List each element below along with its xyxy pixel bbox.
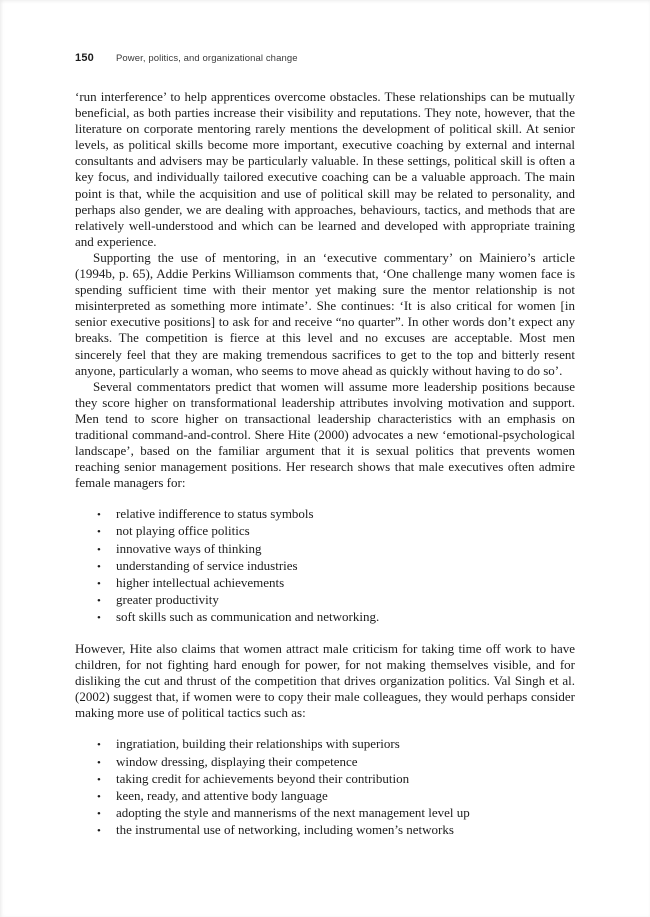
bullet-icon: • [97,577,101,590]
bullet-icon: • [97,790,101,803]
list-item-text: soft skills such as communication and networking. [116,608,380,624]
bullet-icon: • [97,611,101,624]
bullet-icon: • [97,756,101,769]
bullet-icon: • [97,509,101,522]
list-item [97,506,575,523]
list-item [97,558,575,575]
list-item-text: understanding of service industries [116,557,298,573]
list-item [97,736,575,753]
list-item-text: ingratiation, building their relationships with superiors [116,736,400,752]
running-title: Power, politics, and organizational change [115,53,298,64]
list-item [97,523,575,540]
paragraph-2: Supporting the use of mentoring, in an ‘executive commentary’ on Mainiero’s article (1994b, p. 65), Addie Perkins Williamson comments that, ‘One challenge many women face is spending sufficient time with their mentor yet making sure the mentor relationship is not misinterpreted as something more intimate’. She continues: ‘It is also critical for women [in senior executive positions] to ask for and receive “no quarter”. In other words don’t expect any breaks. The competition is fierce at this level and no excuses are acceptable. Most men sincerely feel that they are making tremendous sacrifices to get to the top and bitterly resent anyone, particularly a woman, who seems to move ahead as quickly without having to do so’. [75,249,575,378]
bullet-icon: • [97,739,101,752]
bullet-icon: • [97,773,101,786]
list-item-text: innovative ways of thinking [116,540,262,556]
list-item-text: keen, ready, and attentive body language [116,787,328,803]
paragraph-3: Several commentators predict that women will assume more leadership positions because they score higher on transformational leadership attributes involving motivation and support. Men tend to score higher on transactional leadership characteristics with an emphasis on traditional command-and-control. Shere Hite (2000) advocates a new ‘emotional-psychological landscape’, based on the familiar argument that it is sexual politics that prevents women reaching senior management positions. Her research shows that male executives often admire female managers for: [75,378,575,491]
bullet-icon: • [97,526,101,539]
bullet-icon: • [97,807,101,820]
list-item [97,788,575,805]
list-item-text: taking credit for achievements beyond their contribution [116,770,410,786]
bullet-icon: • [97,824,101,837]
paragraph-4: However, Hite also claims that women attract male criticism for taking time off work to have children, for not fighting hard enough for power, for not making themselves visible, and for disliking the cut and thrust of the competition that drives organization politics. Val Singh et al. (2002) suggest that, if women were to copy their male colleagues, they would perhaps consider making more use of political tactics such as: [75,641,575,721]
bullet-icon: • [97,543,101,556]
list-item [97,771,575,788]
bullet-list-1 [97,506,575,626]
list-item-text: adopting the style and mannerisms of the next management level up [116,804,470,820]
bullet-icon: • [97,594,101,607]
list-item-text: window dressing, displaying their competence [116,753,358,769]
list-item [97,592,575,609]
page-number: 150 [75,52,94,64]
page-header [75,52,575,64]
list-item [97,754,575,771]
page-body [75,89,575,839]
list-item [97,541,575,558]
list-item-text: relative indifference to status symbols [116,506,314,522]
list-item [97,822,575,839]
list-item [97,575,575,592]
list-item [97,609,575,626]
list-item-text: higher intellectual achievements [116,574,285,590]
paragraph-1: ‘run interference’ to help apprentices overcome obstacles. These relationships can be mutually beneficial, as both parties increase their visibility and reputations. They note, however, that the literature on corporate mentoring rarely mentions the development of political skill. At senior levels, as political skills become more important, executive coaching by external and internal consultants and advisers may be particularly valuable. In these settings, political skill is often a key focus, and individually tailored executive coaching can be a valuable approach. The main point is that, while the acquisition and use of political skill may be related to personality, and perhaps also gender, we are dealing with approaches, behaviours, tactics, and methods that are relatively well-understood and which can be learned and developed with appropriate training and experience. [75,89,575,249]
list-item-text: the instrumental use of networking, including women’s networks [116,821,454,837]
list-item-text: greater productivity [116,591,219,607]
bullet-list-2 [97,736,575,839]
bullet-icon: • [97,560,101,573]
list-item-text: not playing office politics [116,523,250,539]
list-item [97,805,575,822]
